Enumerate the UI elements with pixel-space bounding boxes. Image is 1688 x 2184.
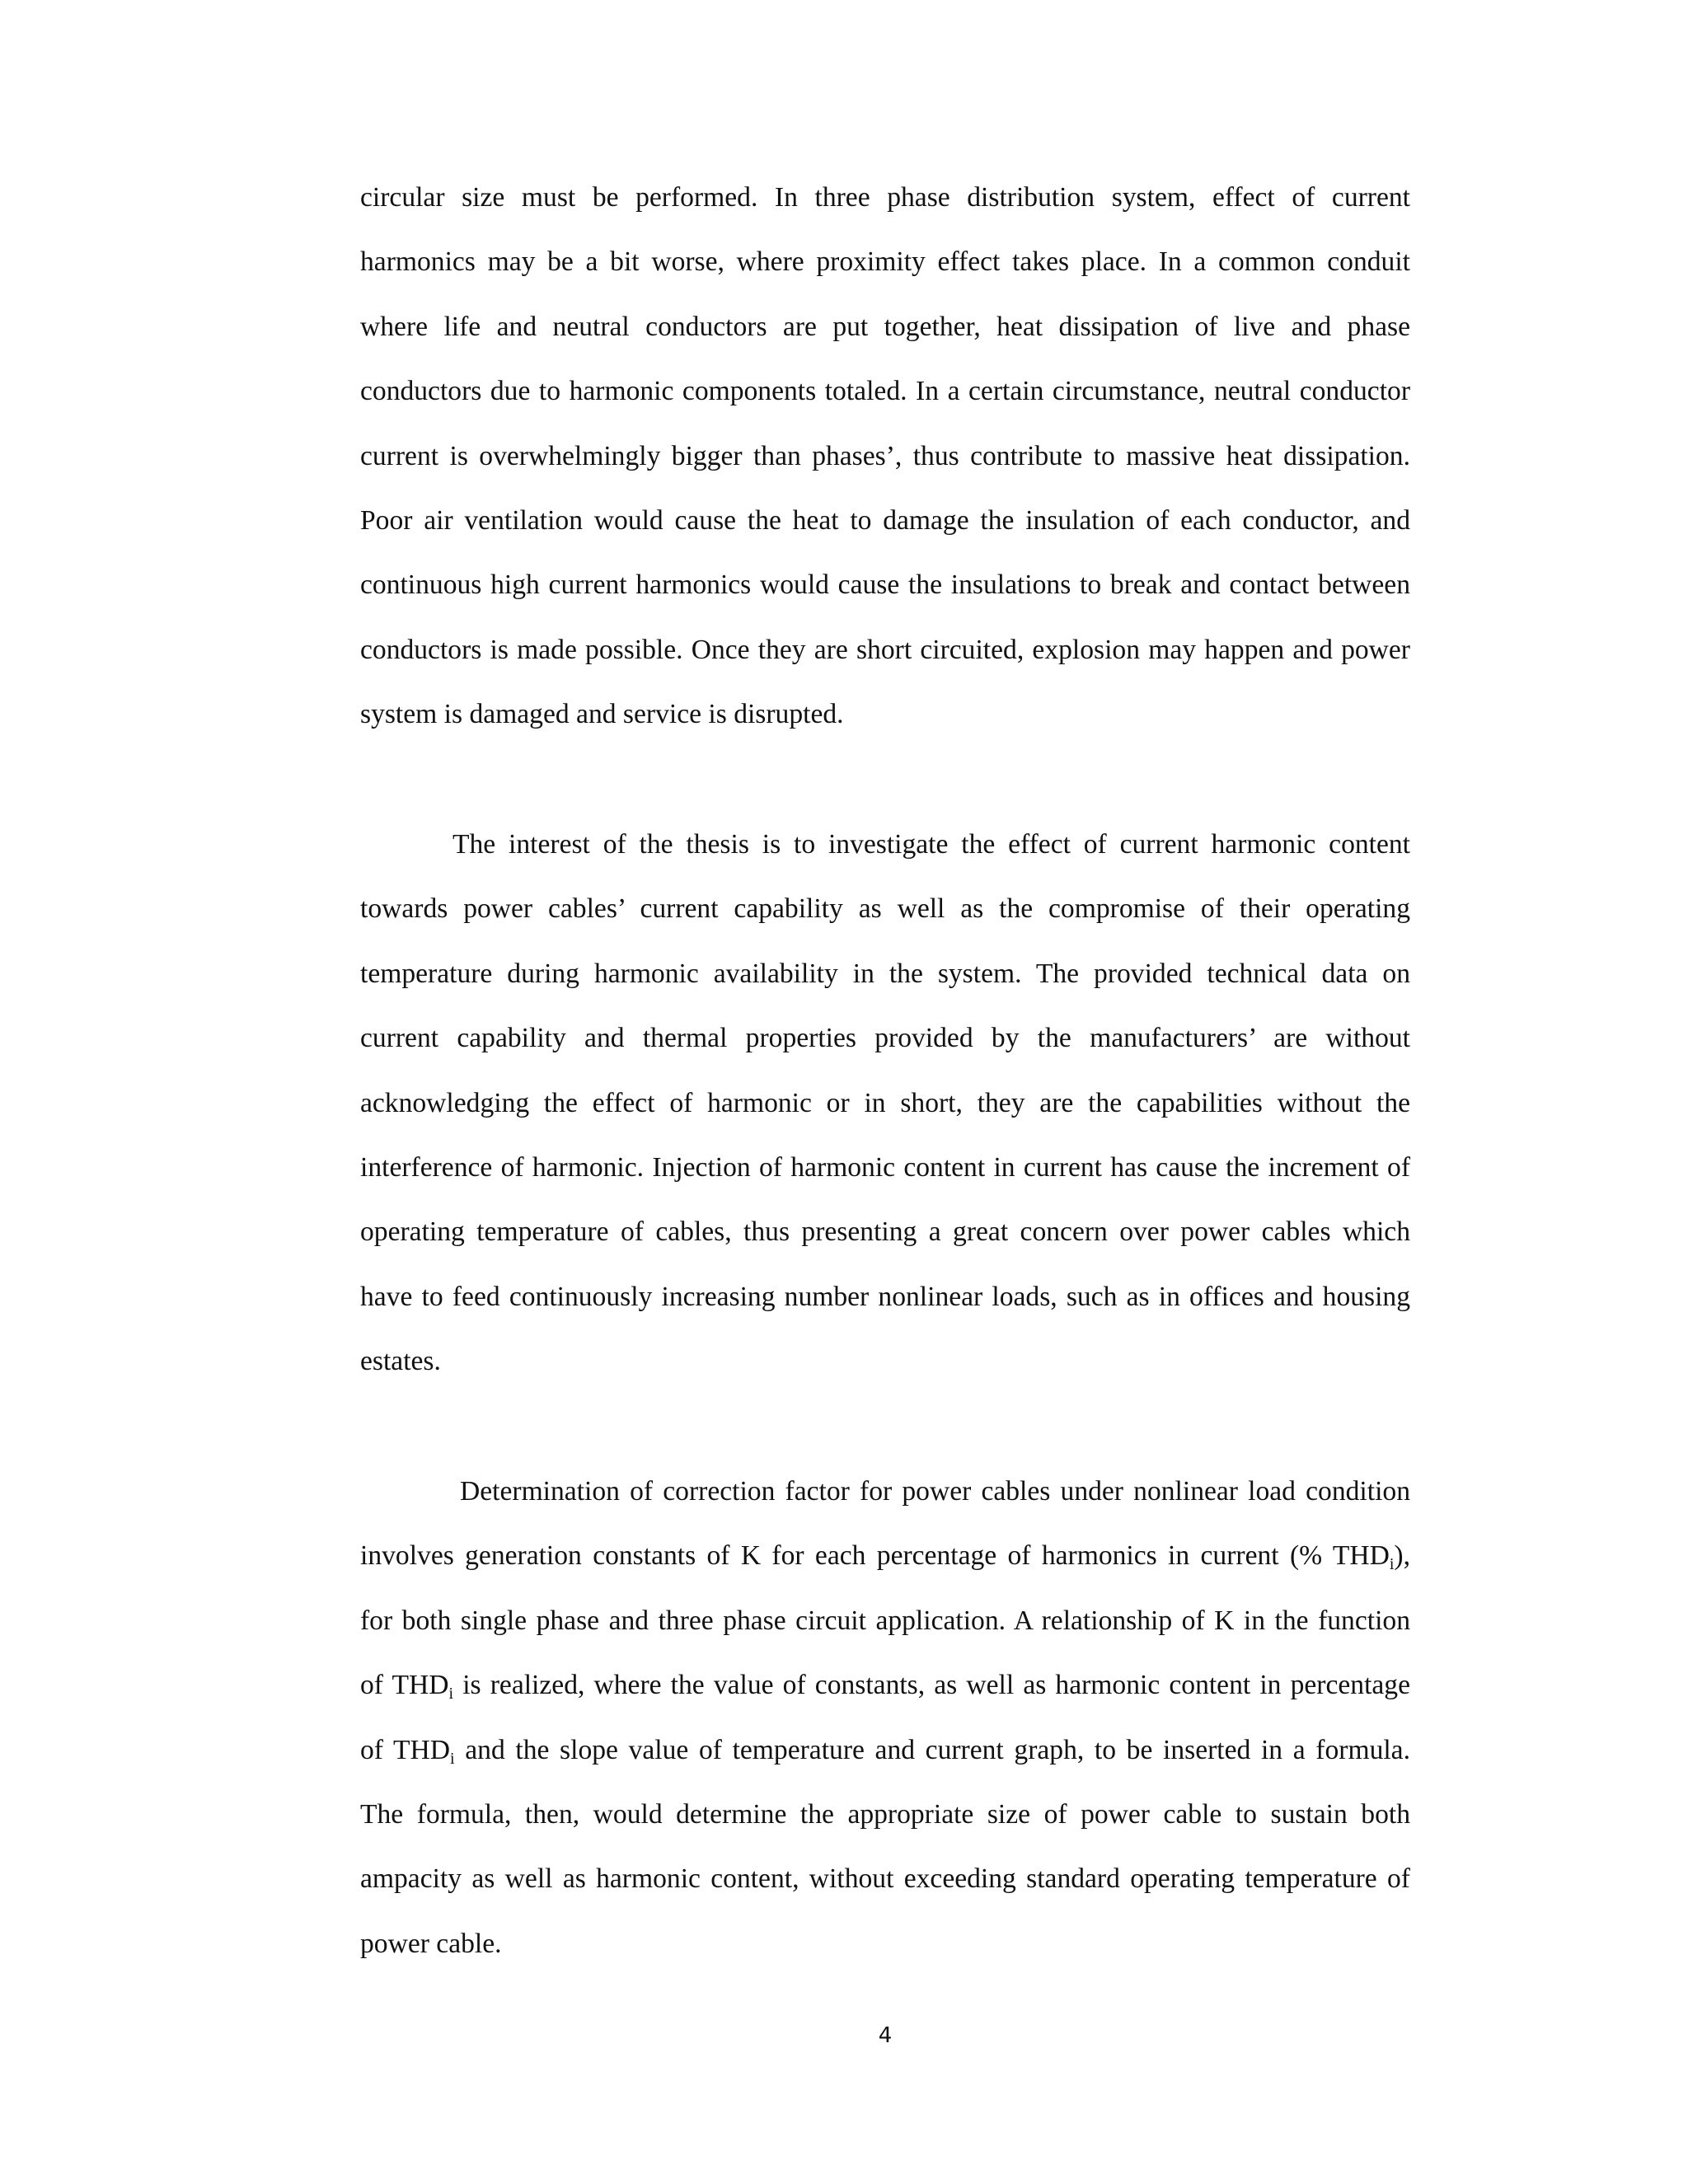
paragraph-3-line-5 <box>360 1718 1410 1783</box>
paragraph-2-line-7: operating temperature of cables, thus presenting a great concern over power cables which <box>360 1216 1410 1248</box>
paragraph-2-line-2: towards power cables’ current capability as well as the compromise of their operating <box>360 893 1410 925</box>
paragraph-2-line-1: The interest of the thesis is to investigate the effect of current harmonic content <box>452 829 1410 860</box>
subscript-i: i <box>450 1749 455 1768</box>
paragraph-1-line-5: current is overwhelmingly bigger than phases’, thus contribute to massive heat dissipation. <box>360 440 1410 471</box>
subscript-i: i <box>1389 1555 1395 1574</box>
paragraph-2-line-3: temperature during harmonic availability in the system. The provided technical data on <box>360 958 1410 989</box>
paragraph-3-line-7: ampacity as well as harmonic content, without exceeding standard operating temperature of <box>360 1863 1410 1895</box>
paragraph-1 <box>360 166 1410 748</box>
paragraph-3-line-4-tail: is realized, where the value of constants, as well as harmonic content in percentage <box>453 1670 1410 1701</box>
paragraph-1-line-9: system is damaged and service is disrupted. <box>360 699 844 730</box>
paragraph-3-line-4-text: of THD <box>360 1670 449 1701</box>
paragraph-1-line-1: circular size must be performed. In three phase distribution system, effect of current <box>360 182 1410 213</box>
paragraph-1-line-7: continuous high current harmonics would cause the insulations to break and contact between <box>360 569 1410 601</box>
paragraph-3 <box>360 1460 1410 1976</box>
paragraph-2-line-4: current capability and thermal properties provided by the manufacturers’ are without <box>360 1023 1410 1054</box>
subscript-i: i <box>448 1685 454 1704</box>
paragraph-3-line-6: The formula, then, would determine the appropriate size of power cable to sustain both <box>360 1798 1410 1830</box>
paragraph-2-line-5: acknowledging the effect of harmonic or in short, they are the capabilities without the <box>360 1087 1410 1118</box>
paragraph-1-line-4: conductors due to harmonic components totaled. In a certain circumstance, neutral conductor <box>360 376 1410 407</box>
paragraph-1-line-6: Poor air ventilation would cause the heat to damage the insulation of each conductor, and <box>360 504 1410 536</box>
page-number: 4 <box>878 2023 893 2048</box>
paragraph-3-line-4 <box>360 1653 1410 1718</box>
paragraph-3-line-5-text: of THD <box>360 1734 451 1765</box>
paragraph-3-line-2-text: involves generation constants of K for each percentage of harmonics in current (% THD <box>360 1540 1390 1572</box>
paragraph-2-line-8: have to feed continuously increasing number nonlinear loads, such as in offices and housing <box>360 1281 1410 1312</box>
paragraph-1-line-3: where life and neutral conductors are put together, heat dissipation of live and phase <box>360 311 1410 342</box>
paragraph-1-line-8: conductors is made possible. Once they are short circuited, explosion may happen and power <box>360 634 1410 665</box>
paragraph-3-line-1: Determination of correction factor for power cables under nonlinear load condition <box>460 1476 1410 1507</box>
paragraph-2-line-6: interference of harmonic. Injection of harmonic content in current has cause the increment of <box>360 1151 1410 1183</box>
paragraph-3-line-3: for both single phase and three phase circuit application. A relationship of K in the function <box>360 1605 1410 1636</box>
paragraph-3-line-2 <box>360 1524 1410 1588</box>
paragraph-2 <box>360 813 1410 1394</box>
paragraph-3-line-5-tail: and the slope value of temperature and current graph, to be inserted in a formula. <box>454 1734 1410 1765</box>
paragraph-1-line-2: harmonics may be a bit worse, where proximity effect takes place. In a common conduit <box>360 246 1410 278</box>
paragraph-3-line-8: power cable. <box>360 1928 502 1959</box>
paragraph-3-line-2-tail: ), <box>1394 1540 1410 1572</box>
paragraph-2-line-9: estates. <box>360 1346 441 1377</box>
